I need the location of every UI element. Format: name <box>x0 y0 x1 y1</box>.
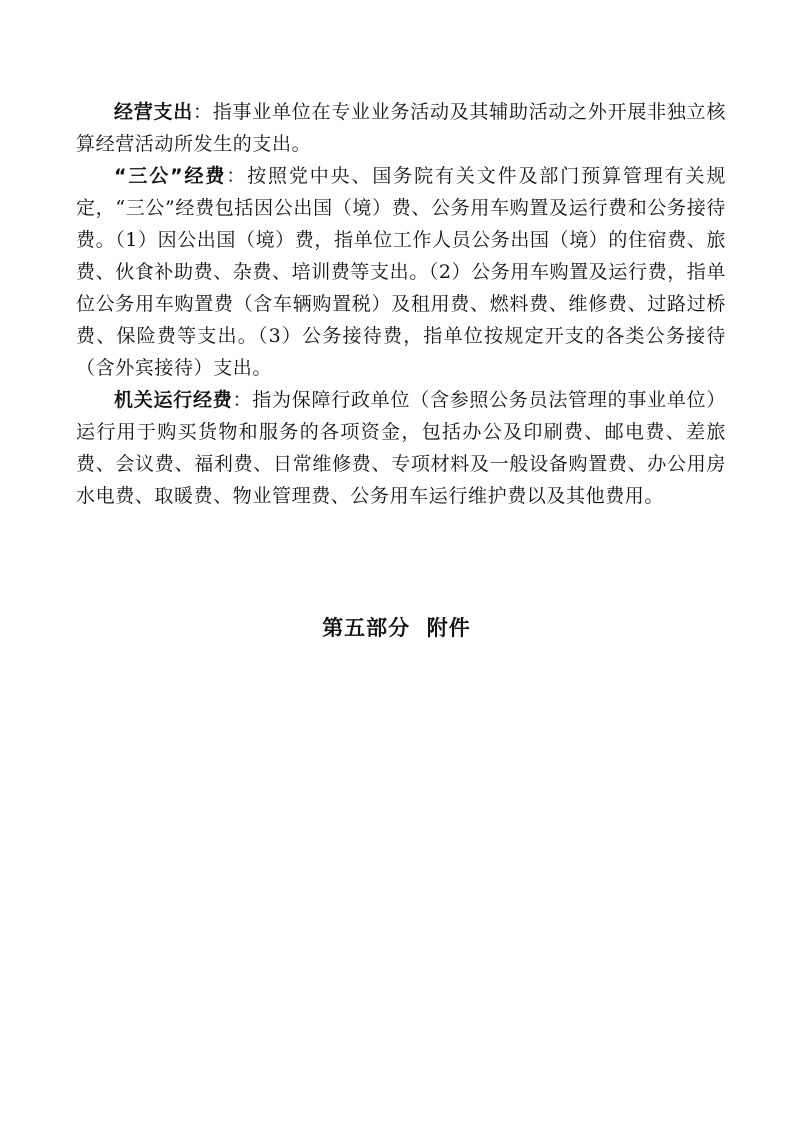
term-business-expenditure: 经营支出 <box>114 101 193 123</box>
paragraph-agency-operating-expenses <box>76 384 726 512</box>
paragraph-three-public-expenses <box>76 160 726 384</box>
term-three-public-expenses: “三公”经费 <box>114 165 227 187</box>
paragraph-business-expenditure <box>76 96 726 160</box>
section-title: 第五部分 附件 <box>322 616 471 640</box>
definition-business-expenditure: ：指事业单位在专业业务活动及其辅助活动之外开展非独立核算经营活动所发生的支出。 <box>76 101 727 155</box>
definition-agency-operating-expenses: ：指为保障行政单位（含参照公务员法管理的事业单位）运行用于购买货物和服务的各项资金，包括办公及印刷费、邮电费、差旅费、会议费、福利费、日常维修费、专项材料及一般设备购置费、办公用房水电费、取暖费、物业管理费、公务用车运行维护费以及其他费用。 <box>76 389 726 507</box>
definition-three-public-expenses: ：按照党中央、国务院有关文件及部门预算管理有关规定，“三公”经费包括因公出国（境）费、公务用车购置及运行费和公务接待费。（1）因公出国（境）费，指单位工作人员公务出国（境）的住宿费、旅费、伙食补助费、杂费、培训费等支出。（2）公务用车购置及运行费，指单位公务用车购置费（含车辆购置税）及租用费、燃料费、维修费、过路过桥费、保险费等支出。（3）公务接待费，指单位按规定开支的各类公务接待（含外宾接待）支出。 <box>76 165 726 379</box>
term-agency-operating-expenses: 机关运行经费 <box>114 389 233 411</box>
